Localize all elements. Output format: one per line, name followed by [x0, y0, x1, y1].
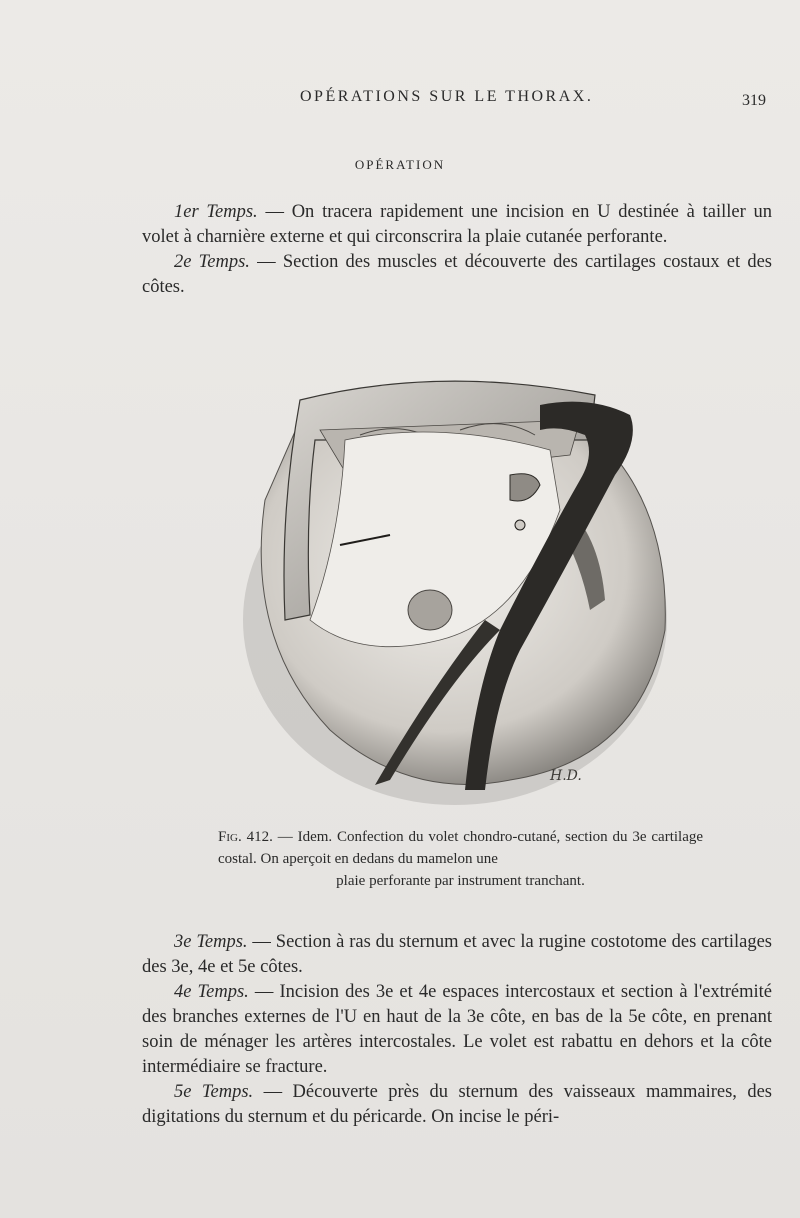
paragraph-temps-1: 1er Temps. — On tracera rapidement une incision en U destinée à tailler un volet à charnière externe et qui circonscrira la plaie cutanée perforante.	[142, 202, 773, 247]
caption-text-2: plaie perforante par instrument tranchant.	[336, 873, 585, 889]
page-number: 319	[742, 92, 766, 109]
caption-text-1: — Idem. Confection du volet chondro-cutané, section du 3e cartilage costal. On aperçoit en dedans du mamelon une	[218, 829, 704, 867]
paragraph-temps-2: 2e Temps. — Section des muscles et découverte des cartilages costaux et des côtes.	[142, 252, 773, 297]
paragraph-temps-4: 4e Temps. — Incision des 3e et 4e espaces intercostaux et section à l'extrémité des branches externes de l'U en haut de la 3e côte, en bas de la 5e côte, en prenant soin de ménager les artères intercostales. Le volet est rabattu en dehors et la côte intermédiaire se fracture.	[142, 982, 773, 1077]
illustration-signature: H.D.	[550, 768, 582, 784]
bottom-text-block	[142, 930, 772, 1130]
figure-caption	[218, 826, 703, 892]
figure-label: Fig. 412.	[218, 829, 273, 845]
surgical-illustration-icon	[240, 360, 680, 810]
paragraph-temps-3: 3e Temps. — Section à ras du sternum et avec la rugine costotome des cartilages des 3e, 4e et 5e côtes.	[142, 932, 772, 977]
top-text-block	[142, 200, 772, 300]
paragraph-temps-5: 5e Temps. — Découverte près du sternum des vaisseaux mammaires, des digitations du sternum et du péricarde. On incise le péri-	[142, 1082, 773, 1127]
running-title: OPÉRATIONS SUR LE THORAX.	[300, 88, 594, 105]
section-title: OPÉRATION	[354, 157, 446, 172]
